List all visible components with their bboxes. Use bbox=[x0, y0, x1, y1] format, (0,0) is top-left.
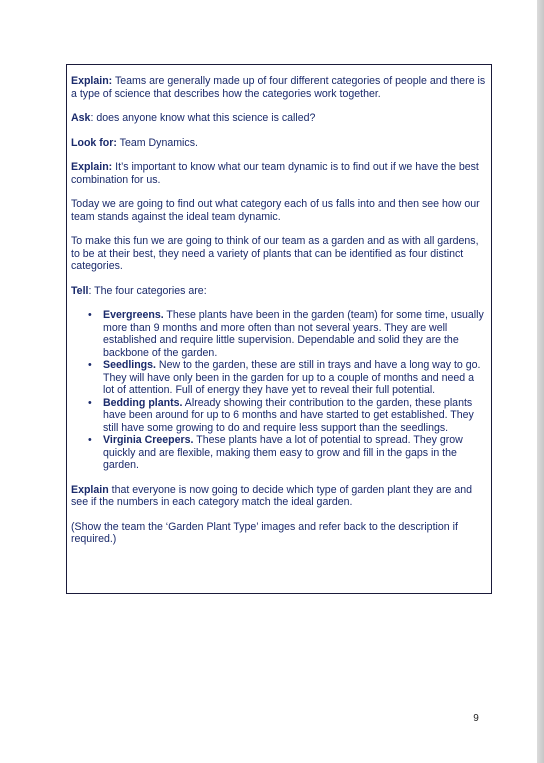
category-name: Seedlings. bbox=[103, 359, 156, 371]
explain-text: that everyone is now going to decide which type of garden plant they are and see if the numbers in each category match the ideal garden. bbox=[71, 483, 473, 508]
explain-paragraph-1 bbox=[71, 75, 487, 100]
ask-label: Ask bbox=[71, 112, 91, 124]
today-paragraph bbox=[71, 198, 487, 223]
page-number: 9 bbox=[473, 713, 479, 724]
bullet-icon: • bbox=[88, 396, 92, 409]
explain-text: It’s important to know what our team dynamic is to find out if we have the best combination for us. bbox=[71, 161, 479, 186]
categories-list bbox=[71, 309, 487, 472]
category-name: Bedding plants. bbox=[103, 396, 183, 409]
lesson-text-box bbox=[66, 64, 492, 594]
explain-label: Explain: bbox=[71, 161, 113, 173]
category-description: These plants have been in the garden (team) for some time, usually more than 9 months and more often than not several years. They are well established and require little supervision. Dependable and solid they are the backbone of the garden. bbox=[103, 309, 484, 359]
category-description: These plants have a lot of potential to spread. They grow quickly and are flexible, making them easy to grow and fill in the gaps in the garden. bbox=[103, 434, 463, 471]
list-item bbox=[88, 309, 487, 359]
category-name: Evergreens. bbox=[103, 309, 164, 321]
garden-text: To make this fun we are going to think of our team as a garden and as with all gardens, to be at their best, they need a variety of plants that can be identified as four distinct categories. bbox=[71, 235, 479, 272]
category-name: Virginia Creepers. bbox=[103, 434, 194, 446]
look-for-label: Look for: bbox=[71, 136, 117, 149]
explain-label: Explain bbox=[71, 483, 109, 496]
ask-paragraph bbox=[71, 112, 487, 125]
today-text: Today we are going to find out what category each of us falls into and then see how our team stands against the ideal team dynamic. bbox=[71, 198, 480, 223]
list-item bbox=[88, 359, 487, 397]
bullet-icon: • bbox=[88, 359, 92, 371]
category-description: New to the garden, these are still in trays and have a long way to go. They will have only been in the garden for up to a couple of months and need a lot of attention. Full of energy they have yet to reveal their full potential. bbox=[103, 359, 481, 396]
look-for-paragraph bbox=[71, 137, 487, 150]
garden-paragraph bbox=[71, 235, 487, 273]
tell-label: Tell bbox=[71, 284, 89, 297]
page-edge-shadow bbox=[537, 0, 544, 763]
list-item bbox=[88, 434, 487, 472]
bullet-icon: • bbox=[88, 309, 92, 321]
look-for-text: Team Dynamics. bbox=[116, 136, 198, 149]
show-paragraph bbox=[71, 521, 487, 546]
ask-text: : does anyone know what this science is called? bbox=[90, 112, 316, 124]
explain-paragraph-2 bbox=[71, 161, 487, 186]
category-description: Already showing their contribution to the garden, these plants have been around for up to 6 months and have started to get established. They still have some growing to do and require less support than the seedlings. bbox=[103, 396, 474, 434]
explain-label: Explain: bbox=[71, 75, 113, 87]
bullet-icon: • bbox=[88, 434, 92, 446]
tell-text: : The four categories are: bbox=[88, 284, 207, 297]
show-text: (Show the team the ‘Garden Plant Type’ images and refer back to the description if required.) bbox=[71, 520, 458, 545]
explain-paragraph-3 bbox=[71, 484, 487, 509]
explain-text: Teams are generally made up of four different categories of people and there is a type of science that describes how the categories work together. bbox=[71, 75, 486, 100]
tell-paragraph bbox=[71, 285, 487, 298]
list-item bbox=[88, 396, 487, 435]
